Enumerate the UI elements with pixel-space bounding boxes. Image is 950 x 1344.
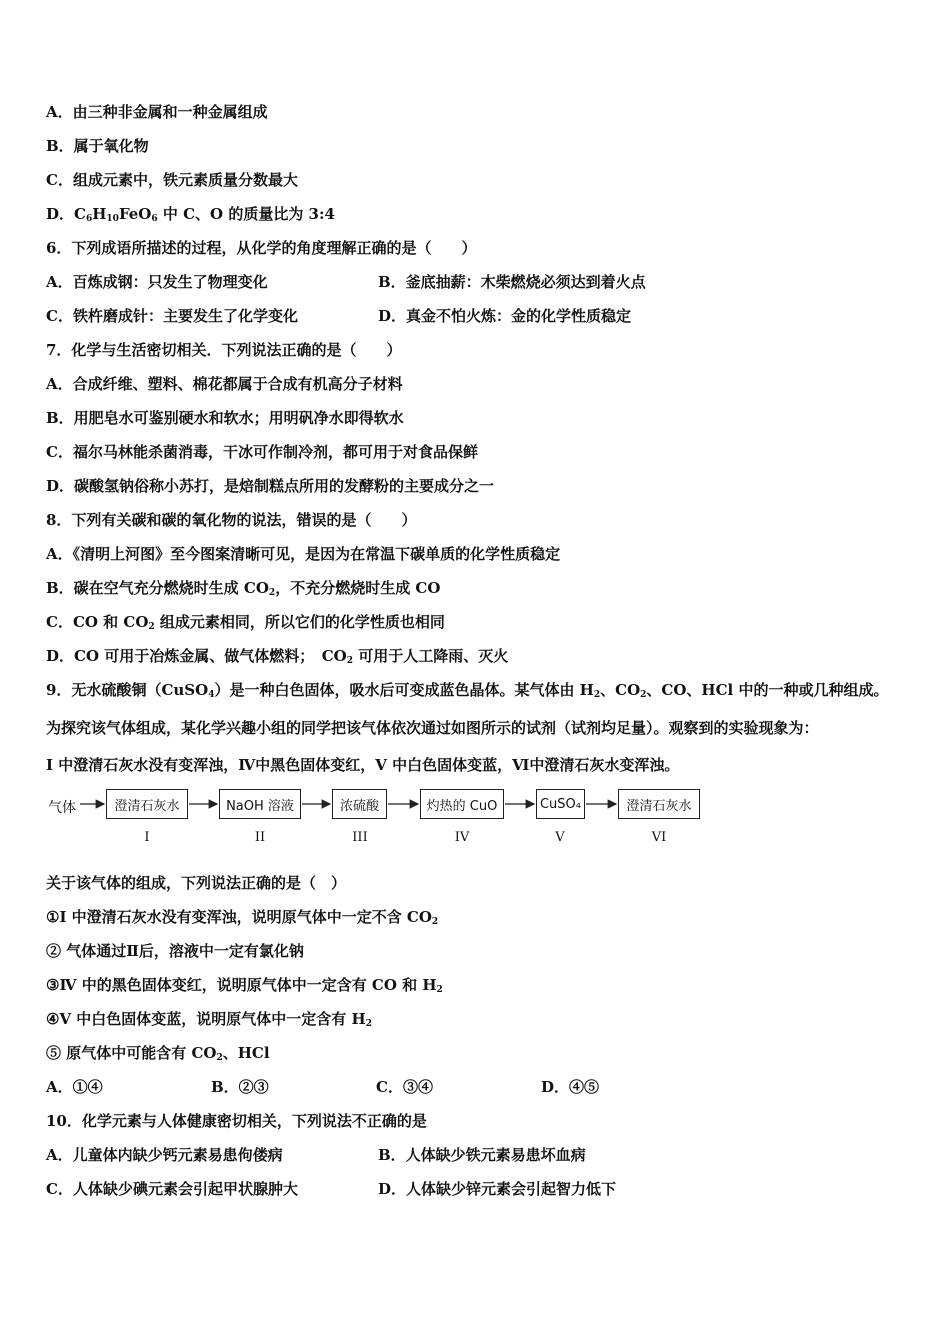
diagram-label-5: V xyxy=(555,830,565,845)
q10-option-a: A．儿童体内缺少钙元素易患佝偻病 xyxy=(46,1146,283,1164)
diagram-label-4: IV xyxy=(454,830,470,845)
q7-stem: 7．化学与生活密切相关．下列说法正确的是（ ） xyxy=(46,341,402,359)
q9-statement-2: ② 气体通过Ⅱ后，溶液中一定有氯化钠 xyxy=(46,942,304,960)
q8-option-b: B．碳在空气充分燃烧时生成 $CO_2$，不充分燃烧时生成 CO xyxy=(46,579,441,598)
q8-option-c: C．CO 和 $CO_2$ 组成元素相同，所以它们的化学性质也相同 xyxy=(46,613,445,632)
q6-row-ab xyxy=(46,272,268,292)
diagram-box-5: CuSO₄ xyxy=(536,789,585,819)
q6-stem: 6．下列成语所描述的过程，从化学的角度理解正确的是（ ） xyxy=(46,239,477,257)
q10-option-c: C．人体缺少碘元素会引起甲状腺肿大 xyxy=(46,1180,298,1198)
q9-option-c: C．③④ xyxy=(376,1078,433,1096)
q9-statement-1: ①I 中澄清石灰水没有变浑浊，说明原气体中一定不含 $CO_2$ xyxy=(46,908,439,927)
q7-option-d: D．碳酸氢钠俗称小苏打，是焙制糕点所用的发酵粉的主要成分之一 xyxy=(46,477,495,495)
q6-option-b: B．釜底抽薪：木柴燃烧必须达到着火点 xyxy=(378,273,646,291)
q9-stem-line1: 9．无水硫酸铜（CuSO$_4$）是一种白色固体，吸水后可变成蓝色晶体。某气体由 $H_2$、$CO_2$、CO、HCl 中的一种或几种组成。 xyxy=(46,681,889,700)
q9-statement-5: ⑤ 原气体中可能含有 $CO_2$、HCl xyxy=(46,1044,270,1063)
q10-option-d: D．人体缺少锌元素会引起智力低下 xyxy=(378,1180,617,1198)
q6-option-a: A．百炼成钢：只发生了物理变化 xyxy=(46,273,268,291)
diagram-box-1: 澄清石灰水 xyxy=(106,789,188,819)
q8-option-a: A．《清明上河图》至今图案清晰可见，是因为在常温下碳单质的化学性质稳定 xyxy=(46,545,561,563)
q9-stem-line3: I 中澄清石灰水没有变浑浊，Ⅳ中黑色固体变红，V 中白色固体变蓝，Ⅵ中澄清石灰水变浑浊。 xyxy=(46,756,680,774)
diagram-gas-label: 气体 xyxy=(48,800,76,816)
q7-option-c: C．福尔马林能杀菌消毒，干冰可作制冷剂，都可用于对食品保鲜 xyxy=(46,443,478,461)
q5-option-d: D．$C_6H_{10}FeO_6$ 中 C、O 的质量比为 3:4 xyxy=(46,205,335,224)
diagram-label-3: III xyxy=(352,830,368,845)
q7-option-b: B．用肥皂水可鉴别硬水和软水；用明矾净水即得软水 xyxy=(46,409,404,427)
q7-option-a: A．合成纤维、塑料、棉花都属于合成有机高分子材料 xyxy=(46,375,403,393)
q5-option-b: B．属于氧化物 xyxy=(46,137,149,155)
q9-statement-4: ④V 中白色固体变蓝，说明原气体中一定含有 $H_2$ xyxy=(46,1010,372,1029)
q6-option-c: C．铁杵磨成针：主要发生了化学变化 xyxy=(46,307,298,325)
q9-option-d: D．④⑤ xyxy=(541,1078,600,1096)
diagram-label-2: II xyxy=(254,830,266,845)
q10-stem: 10．化学元素与人体健康密切相关，下列说法不正确的是 xyxy=(46,1112,427,1130)
q9-question: 关于该气体的组成，下列说法正确的是（ ） xyxy=(46,874,347,892)
q5-option-a: A．由三种非金属和一种金属组成 xyxy=(46,103,268,121)
diagram-box-6: 澄清石灰水 xyxy=(618,789,700,819)
diagram-box-4: 灼热的 CuO xyxy=(420,789,504,819)
q9-stem-line2: 为探究该气体组成，某化学兴趣小组的同学把该气体依次通过如图所示的试剂（试剂均足量）。观察到的实验现象为： xyxy=(46,719,819,737)
q9-statement-3: ③Ⅳ 中的黑色固体变红，说明原气体中一定含有 CO 和 $H_2$ xyxy=(46,976,443,995)
q9-option-b: B．②③ xyxy=(211,1078,269,1096)
diagram-label-6: VI xyxy=(651,830,667,845)
q8-option-d: D．CO 可用于冶炼金属、做气体燃料； $CO_2$ 可用于人工降雨、灭火 xyxy=(46,647,509,666)
diagram-box-2: NaOH 溶液 xyxy=(219,789,301,819)
q6-option-d: D．真金不怕火炼：金的化学性质稳定 xyxy=(378,307,632,325)
q10-option-b: B．人体缺少铁元素易患坏血病 xyxy=(378,1146,586,1164)
diagram-label-1: I xyxy=(144,830,150,845)
q9-option-a: A．①④ xyxy=(46,1078,103,1096)
diagram-box-3: 浓硫酸 xyxy=(332,789,387,819)
q8-stem: 8．下列有关碳和碳的氧化物的说法，错误的是（ ） xyxy=(46,511,417,529)
q5-option-c: C．组成元素中，铁元素质量分数最大 xyxy=(46,171,298,189)
